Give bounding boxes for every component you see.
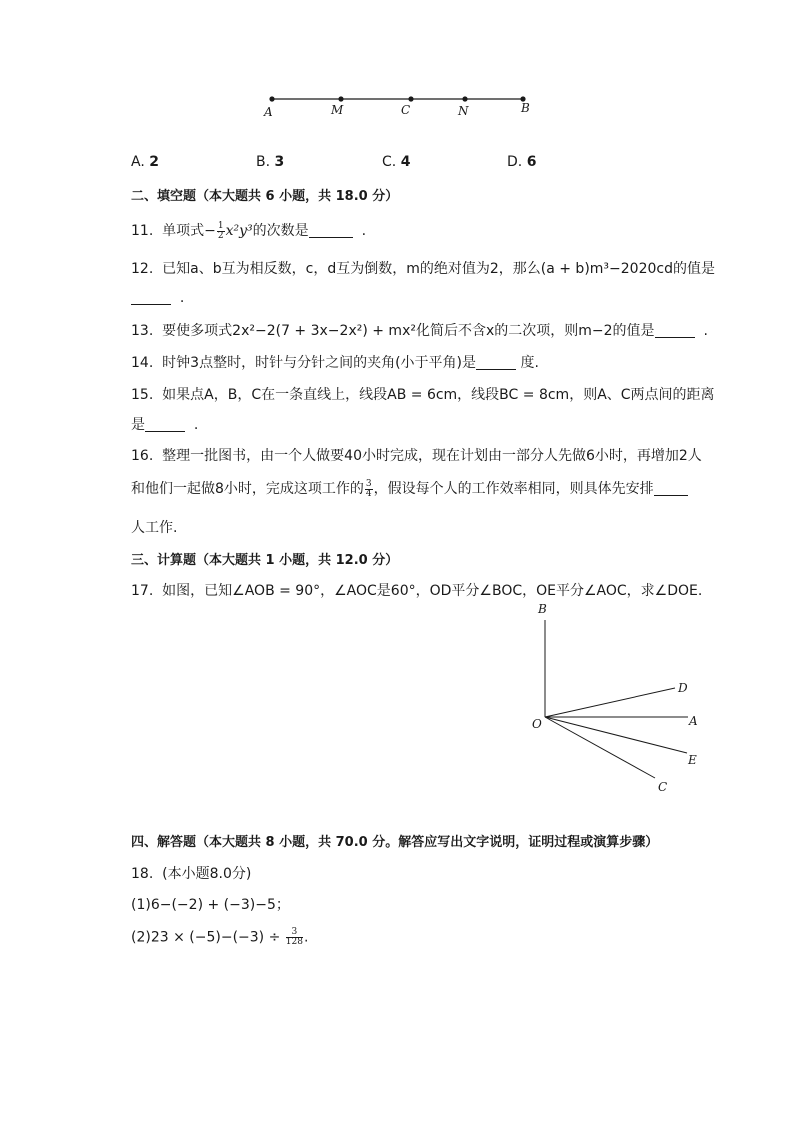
answer-blank-12[interactable] — [131, 290, 171, 305]
point-m-dot — [338, 96, 343, 101]
section-2-title: 二、填空题（本大题共 6 小题，共 18.0 分） — [131, 189, 399, 204]
ray-oc — [545, 717, 655, 778]
point-b-label: B — [521, 101, 530, 115]
question-15-cont: 是 . — [131, 417, 199, 433]
question-17: 17. 如图，已知∠AOB = 90°，∠AOC是60°，OD平分∠BOC，OE平分∠AOC，求∠DOE. — [131, 583, 703, 599]
question-12-cont: . — [131, 290, 184, 306]
question-18: 18. (本小题8.0分) — [131, 866, 252, 882]
answer-blank-14[interactable] — [476, 355, 516, 370]
question-18-part-2: (2)23 × (−5)−(−3) ÷ $\frac{3}{128}$ . — [131, 927, 309, 947]
question-18-part-1: (1)6−(−2) + (−3)−5； — [131, 897, 290, 913]
point-c-dot — [408, 96, 413, 101]
question-15: 15. 如果点A，B，C在一条直线上，线段AB = 6cm，线段BC = 8cm，则A、C两点间的距离 — [131, 387, 715, 403]
segment-figure — [250, 88, 550, 124]
question-16: 16. 整理一批图书，由一个人做要40小时完成，现在计划由一部分人先做6小时，再增加2人 — [131, 448, 702, 464]
point-a-dot — [269, 96, 274, 101]
point-n-label: N — [458, 104, 469, 118]
q16-fraction: $\frac{3}{4}$ — [365, 478, 372, 499]
label-e: E — [688, 753, 697, 767]
q18-fraction: $\frac{3}{128}$ — [285, 927, 303, 947]
ray-od — [545, 688, 675, 717]
section-3-title: 三、计算题（本大题共 1 小题，共 12.0 分） — [131, 553, 399, 568]
angle-figure — [520, 600, 710, 800]
label-o: O — [532, 717, 542, 731]
question-14: 14. 时钟3点整时，时针与分针之间的夹角(小于平角)是 度. — [131, 355, 539, 371]
point-m-label: M — [331, 103, 344, 117]
option-c: C. 4 — [382, 154, 411, 170]
question-13: 13. 要使多项式2x²−2(7 + 3x−2x²) + mx²化简后不含x的二次项，则m−2的值是 . — [131, 323, 708, 339]
q11-fraction: $\frac{1}{2}$ — [217, 220, 224, 241]
question-16-cont: 和他们一起做8小时，完成这项工作的 $\frac{3}{4}$ ，假设每个人的工作效率相同，则具体先安排 — [131, 478, 688, 499]
option-a: A. 2 — [131, 154, 159, 170]
label-c: C — [658, 780, 668, 794]
option-b: B. 3 — [256, 154, 285, 170]
point-a-label: A — [264, 105, 273, 119]
question-16-cont2: 人工作. — [131, 520, 178, 536]
point-n-dot — [462, 96, 467, 101]
ray-oe — [545, 717, 687, 753]
answer-blank-13[interactable] — [655, 323, 695, 338]
question-12: 12. 已知a、b互为相反数，c，d互为倒数，m的绝对值为2，那么(a + b)m³−2020cd的值是 — [131, 261, 715, 277]
label-d: D — [678, 681, 688, 695]
answer-blank-11[interactable] — [309, 223, 353, 238]
question-11: 11. 单项式− $\frac{1}{2}$ x²y³的次数是 . — [131, 220, 367, 241]
answer-blank-15[interactable] — [145, 417, 185, 432]
section-4-title: 四、解答题（本大题共 8 小题，共 70.0 分。解答应写出文字说明，证明过程或演算步骤） — [131, 835, 659, 850]
answer-blank-16[interactable] — [654, 481, 688, 496]
label-b: B — [538, 602, 547, 616]
option-d: D. 6 — [507, 154, 537, 170]
label-a: A — [689, 714, 698, 728]
point-c-label: C — [401, 103, 411, 117]
